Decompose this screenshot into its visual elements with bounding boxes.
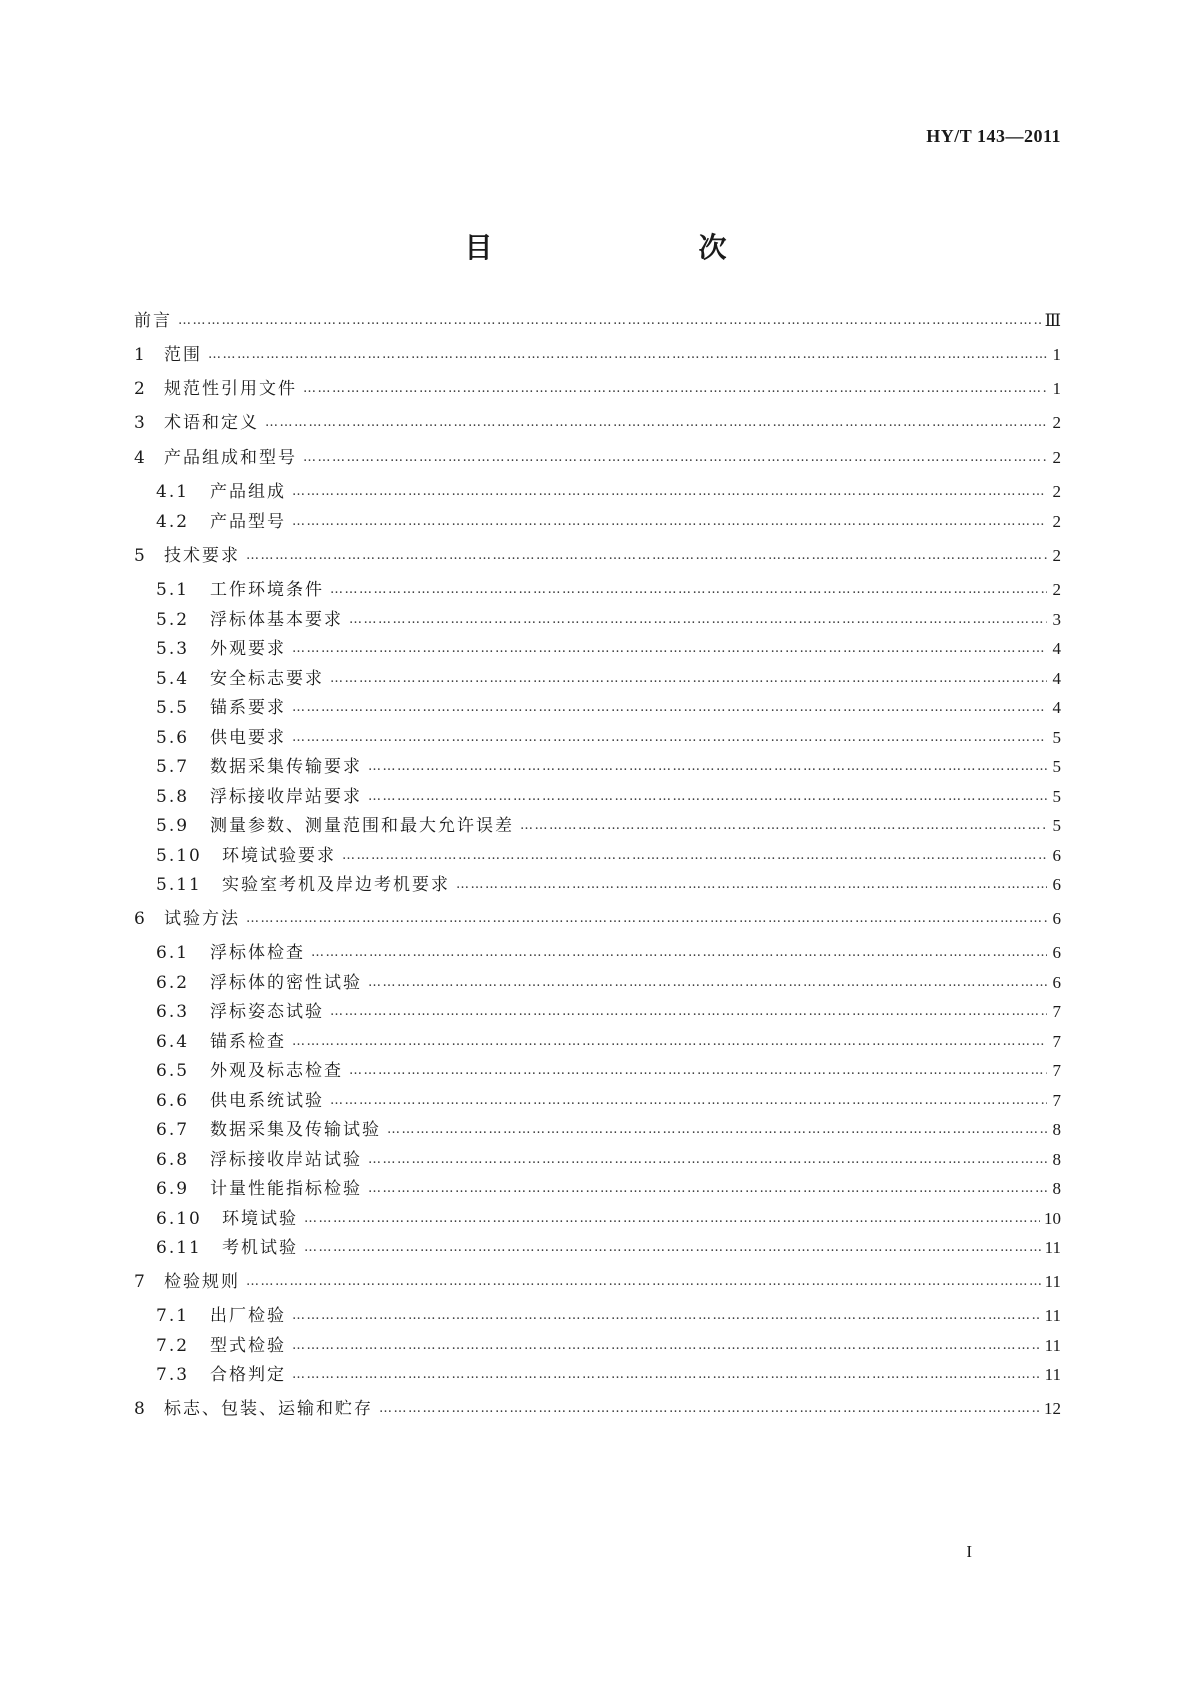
toc-entry[interactable]	[134, 309, 1061, 333]
toc-entry-page: 2	[1052, 413, 1061, 432]
toc-entry-title: 术语和定义	[164, 413, 259, 433]
toc-entry-page: 7	[1052, 1091, 1061, 1110]
dot-leader	[387, 1118, 1047, 1142]
standard-code: HY/T 143—2011	[926, 126, 1061, 146]
toc-entry-page: 4	[1052, 698, 1061, 717]
toc-entry[interactable]	[156, 844, 1061, 868]
toc-entry[interactable]	[156, 1089, 1061, 1113]
dot-leader	[292, 1334, 1041, 1358]
toc-entry-number: 6.1	[156, 943, 190, 963]
toc-entry-page: 12	[1044, 1399, 1061, 1418]
toc-entry[interactable]	[134, 343, 1061, 367]
toc-entry-title: 环境试验要求	[222, 846, 336, 866]
dot-leader	[330, 1000, 1047, 1024]
toc-entry[interactable]	[156, 608, 1061, 632]
toc-entry-number: 6.11	[156, 1238, 202, 1258]
toc-entry-page: 6	[1052, 943, 1061, 962]
dot-leader	[379, 1397, 1040, 1421]
toc-entry-number: 4.2	[156, 512, 190, 532]
toc-entry-page: 5	[1052, 728, 1061, 747]
toc-entry[interactable]	[156, 785, 1061, 809]
toc-entry-title: 实验室考机及岸边考机要求	[222, 875, 450, 895]
toc-entry-number: 7.1	[156, 1306, 190, 1326]
toc-entry-page: 6	[1052, 875, 1061, 894]
toc-entry[interactable]	[156, 941, 1061, 965]
toc-entry-page: 3	[1052, 610, 1061, 629]
toc-entry-title: 外观要求	[210, 639, 286, 659]
dot-leader	[368, 755, 1047, 779]
toc-entry-title: 标志、包装、运输和贮存	[164, 1399, 373, 1419]
toc-entry-page: 5	[1052, 787, 1061, 806]
toc-entry-number: 7.3	[156, 1365, 190, 1385]
toc-entry-number: 8	[134, 1399, 147, 1419]
dot-leader	[368, 1148, 1047, 1172]
toc-entry-title: 规范性引用文件	[164, 379, 297, 399]
toc-entry-title: 产品组成和型号	[164, 448, 297, 468]
dot-leader	[303, 446, 1047, 470]
dot-leader	[456, 873, 1047, 897]
toc-entry-number: 6.3	[156, 1002, 190, 1022]
toc-entry-number: 4	[134, 448, 147, 468]
toc-entry-title: 工作环境条件	[210, 580, 324, 600]
toc-entry[interactable]	[156, 1148, 1061, 1172]
toc-entry-page: 2	[1052, 448, 1061, 467]
toc-entry-page: 7	[1052, 1002, 1061, 1021]
toc-entry-title: 数据采集及传输试验	[210, 1120, 381, 1140]
toc-entry-number: 6.9	[156, 1179, 190, 1199]
toc-entry-number: 7.2	[156, 1336, 190, 1356]
toc-entry-title: 试验方法	[164, 909, 240, 929]
toc-entry-page: 10	[1044, 1209, 1061, 1228]
dot-leader	[303, 377, 1047, 401]
dot-leader	[292, 510, 1047, 534]
dot-leader	[292, 1363, 1041, 1387]
toc-entry[interactable]	[156, 1334, 1061, 1358]
toc-entry-number: 5.3	[156, 639, 190, 659]
dot-leader	[304, 1207, 1040, 1231]
toc-entry-number: 6.10	[156, 1209, 202, 1229]
toc-entry-page: 11	[1044, 1306, 1061, 1325]
toc-entry-title: 浮标体基本要求	[210, 610, 343, 630]
toc-entry-number: 5.6	[156, 728, 190, 748]
toc-entry-page: 11	[1044, 1238, 1061, 1257]
dot-leader	[292, 1304, 1041, 1328]
toc-entry-title: 技术要求	[164, 546, 240, 566]
dot-leader	[304, 1236, 1041, 1260]
toc-entry-number: 6.6	[156, 1091, 190, 1111]
toc-entry-number: 6.7	[156, 1120, 190, 1140]
toc-entry-title: 浮标接收岸站要求	[210, 787, 362, 807]
toc-entry[interactable]	[134, 446, 1061, 470]
toc-entry[interactable]	[156, 578, 1061, 602]
toc-entry[interactable]	[156, 510, 1061, 534]
toc-entry[interactable]	[134, 1397, 1061, 1421]
toc-entry-number: 5.8	[156, 787, 190, 807]
toc-entry-number: 6.2	[156, 973, 190, 993]
toc-entry[interactable]	[156, 1177, 1061, 1201]
toc-entry-title: 浮标体检查	[210, 943, 305, 963]
toc-entry-title: 数据采集传输要求	[210, 757, 362, 777]
dot-leader	[246, 907, 1047, 931]
toc-entry-title: 锚系要求	[210, 698, 286, 718]
toc-entry-page: 2	[1052, 512, 1061, 531]
toc-entry-title: 环境试验	[222, 1209, 298, 1229]
toc-entry-title: 产品型号	[210, 512, 286, 532]
toc-entry[interactable]	[156, 814, 1061, 838]
toc-entry[interactable]	[156, 480, 1061, 504]
toc-entry[interactable]	[134, 907, 1061, 931]
toc-entry-title: 浮标姿态试验	[210, 1002, 324, 1022]
toc-entry-number: 6.5	[156, 1061, 190, 1081]
dot-leader	[246, 544, 1047, 568]
dot-leader	[246, 1270, 1041, 1294]
toc-entry[interactable]	[134, 544, 1061, 568]
dot-leader	[292, 637, 1047, 661]
toc-entry[interactable]	[156, 726, 1061, 750]
toc-entry[interactable]	[156, 1304, 1061, 1328]
dot-leader	[368, 971, 1047, 995]
dot-leader	[178, 309, 1041, 333]
toc-entry-title: 范围	[164, 345, 202, 365]
dot-leader	[292, 480, 1047, 504]
toc-entry-page: 8	[1052, 1150, 1061, 1169]
toc-entry-number: 5.7	[156, 757, 190, 777]
toc-entry-page: 6	[1052, 973, 1061, 992]
dot-leader	[330, 578, 1047, 602]
dot-leader	[349, 608, 1047, 632]
toc-entry-title: 浮标接收岸站试验	[210, 1150, 362, 1170]
page-title: 目 次	[464, 231, 777, 264]
toc-entry-title: 供电要求	[210, 728, 286, 748]
toc-entry-page: 2	[1052, 580, 1061, 599]
toc-entry-title: 出厂检验	[210, 1306, 286, 1326]
toc-entry-page: 2	[1052, 546, 1061, 565]
toc-entry-page: 8	[1052, 1179, 1061, 1198]
toc-entry-page: 4	[1052, 639, 1061, 658]
toc-entry[interactable]	[134, 1270, 1061, 1294]
toc-entry-title: 型式检验	[210, 1336, 286, 1356]
dot-leader	[330, 1089, 1047, 1113]
toc-entry[interactable]	[156, 667, 1061, 691]
toc-entry-number: 1	[134, 345, 147, 365]
toc-entry-page: 4	[1052, 669, 1061, 688]
toc-entry-number: 5.2	[156, 610, 190, 630]
toc-entry-number: 2	[134, 379, 147, 399]
toc-entry-number: 5.11	[156, 875, 202, 895]
toc-entry-number: 5	[134, 546, 147, 566]
dot-leader	[349, 1059, 1047, 1083]
page-number: I	[966, 1542, 972, 1561]
toc-entry-number: 3	[134, 413, 147, 433]
dot-leader	[265, 411, 1047, 435]
toc-entry-page: 11	[1044, 1336, 1061, 1355]
toc-entry-page: 5	[1052, 757, 1061, 776]
toc-entry[interactable]	[156, 873, 1061, 897]
toc-entry[interactable]	[156, 1030, 1061, 1054]
toc-entry-title: 测量参数、测量范围和最大允许误差	[210, 816, 514, 836]
dot-leader	[292, 1030, 1047, 1054]
dot-leader	[368, 785, 1047, 809]
dot-leader	[292, 696, 1047, 720]
toc-entry-page: 1	[1052, 379, 1061, 398]
toc-entry[interactable]	[156, 1059, 1061, 1083]
toc-entry-page: 7	[1052, 1032, 1061, 1051]
dot-leader	[520, 814, 1047, 838]
toc-entry-page: 7	[1052, 1061, 1061, 1080]
toc-entry-page: 6	[1052, 846, 1061, 865]
toc-entry-page: 2	[1052, 482, 1061, 501]
toc-entry-title: 前言	[134, 311, 172, 331]
toc-entry-title: 考机试验	[222, 1238, 298, 1258]
toc-entry-number: 6	[134, 909, 147, 929]
toc-entry-page: 8	[1052, 1120, 1061, 1139]
dot-leader	[311, 941, 1047, 965]
toc-entry-title: 合格判定	[210, 1365, 286, 1385]
toc-entry-title: 浮标体的密性试验	[210, 973, 362, 993]
toc-entry[interactable]	[156, 1363, 1061, 1387]
dot-leader	[292, 726, 1047, 750]
toc-entry-title: 安全标志要求	[210, 669, 324, 689]
toc-entry[interactable]	[156, 971, 1061, 995]
toc-entry[interactable]	[156, 1207, 1061, 1231]
toc-entry-number: 7	[134, 1272, 147, 1292]
toc-entry[interactable]	[156, 755, 1061, 779]
toc-entry-number: 5.1	[156, 580, 190, 600]
toc-entry-number: 5.9	[156, 816, 190, 836]
toc-entry-title: 锚系检查	[210, 1032, 286, 1052]
toc-entry-title: 外观及标志检查	[210, 1061, 343, 1081]
toc-entry-page: 11	[1044, 1272, 1061, 1291]
toc-entry-number: 6.4	[156, 1032, 190, 1052]
toc-entry[interactable]	[156, 1118, 1061, 1142]
toc-entry[interactable]	[156, 637, 1061, 661]
toc-entry-number: 5.5	[156, 698, 190, 718]
toc-entry-title: 供电系统试验	[210, 1091, 324, 1111]
toc-entry[interactable]	[156, 696, 1061, 720]
toc-entry[interactable]	[156, 1236, 1061, 1260]
toc-entry-page: 5	[1052, 816, 1061, 835]
dot-leader	[368, 1177, 1047, 1201]
toc-entry[interactable]	[134, 377, 1061, 401]
toc-entry-page: 6	[1052, 909, 1061, 928]
dot-leader	[330, 667, 1047, 691]
toc-entry-page: Ⅲ	[1044, 311, 1061, 330]
toc-entry-title: 检验规则	[164, 1272, 240, 1292]
toc-entry-number: 6.8	[156, 1150, 190, 1170]
toc-entry-title: 产品组成	[210, 482, 286, 502]
toc-entry-number: 4.1	[156, 482, 190, 502]
toc-entry-title: 计量性能指标检验	[210, 1179, 362, 1199]
toc-entry[interactable]	[156, 1000, 1061, 1024]
toc-entry[interactable]	[134, 411, 1061, 435]
toc-entry-page: 1	[1052, 345, 1061, 364]
toc-entry-number: 5.4	[156, 669, 190, 689]
dot-leader	[342, 844, 1047, 868]
dot-leader	[208, 343, 1047, 367]
toc-entry-page: 11	[1044, 1365, 1061, 1384]
toc-entry-number: 5.10	[156, 846, 202, 866]
